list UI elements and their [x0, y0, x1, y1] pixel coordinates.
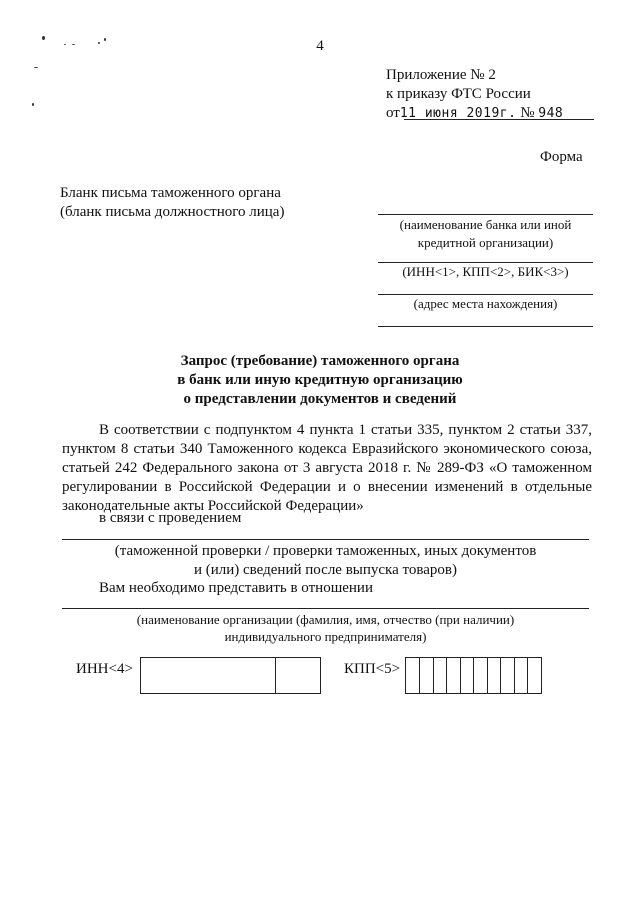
inspection-note-line1: (таможенной проверки / проверки таможенных, иных документов	[114, 543, 537, 559]
scan-speck	[98, 42, 100, 44]
kpp-cell-divider	[514, 658, 515, 693]
codes-note: (ИНН<1>, КПП<2>, БИК<3>)	[402, 264, 569, 279]
kpp-cell-divider	[527, 658, 528, 693]
inspection-line	[62, 539, 589, 540]
letterhead-line1: Бланк письма таможенного органа	[60, 185, 281, 201]
bank-name-line	[378, 214, 593, 215]
date-prefix: от	[386, 105, 400, 121]
scan-speck	[104, 38, 106, 41]
title-line2: в банк или иную кредитную организацию	[177, 372, 463, 388]
title-line3: о представлении документов и сведений	[183, 391, 457, 407]
title-line1: Запрос (требование) таможенного органа	[180, 353, 460, 369]
kpp-cell-divider	[446, 658, 447, 693]
number-sign: №	[520, 105, 535, 121]
kpp-label: КПП<5>	[344, 661, 401, 677]
scan-speck	[42, 36, 45, 40]
kpp-cell-divider	[487, 658, 488, 693]
kpp-cell-divider	[419, 658, 420, 693]
inn-field[interactable]	[140, 657, 321, 694]
inn-label: ИНН<4>	[76, 661, 133, 677]
address-bottom-line	[378, 326, 593, 327]
organization-line	[62, 608, 589, 609]
order-date: 11 июня 2019г.	[399, 106, 517, 121]
appendix-block	[386, 66, 563, 123]
appendix-order: к приказу ФТС России	[386, 86, 531, 102]
appendix-title: Приложение № 2	[386, 67, 496, 83]
scan-speck	[72, 44, 75, 45]
scan-speck	[64, 44, 66, 45]
provide-text: Вам необходимо представить в отношении	[99, 580, 373, 596]
inspection-note	[62, 542, 589, 580]
scan-speck	[34, 67, 38, 68]
letterhead-block	[60, 184, 284, 222]
kpp-cell-divider	[473, 658, 474, 693]
bank-name-note: (наименование банка или иной кредитной организации)	[399, 217, 572, 250]
inspection-note-line2: и (или) сведений после выпуска товаров)	[193, 562, 458, 578]
in-connection-text: в связи с проведением	[99, 510, 242, 526]
kpp-cell-divider	[500, 658, 501, 693]
scan-speck	[32, 103, 34, 106]
kpp-field[interactable]	[405, 657, 542, 694]
appendix-date-line	[386, 104, 563, 123]
kpp-cell-divider	[433, 658, 434, 693]
address-note: (адрес места нахождения)	[413, 296, 558, 311]
document-title	[60, 352, 580, 409]
order-number: 948	[538, 106, 564, 121]
date-underline	[404, 119, 594, 120]
page-number: 4	[316, 38, 324, 54]
legal-basis-paragraph	[62, 421, 592, 516]
organization-note: (наименование организации (фамилия, имя, отчество (при наличии) индивидуального предпринимателя)	[136, 612, 515, 644]
form-label: Форма	[540, 149, 583, 165]
inn-field-divider	[275, 658, 276, 693]
letterhead-line2: (бланк письма должностного лица)	[60, 204, 285, 220]
kpp-cell-divider	[460, 658, 461, 693]
legal-basis-text: В соответствии с подпунктом 4 пункта 1 статьи 335, пунктом 2 статьи 337, пунктом 8 статьи 340 Таможенного кодекса Евразийского экономического союза, статьей 242 Федерального закона от 3 августа 2018 г. № 289-ФЗ «О таможенном регулировании в Российской Федерации и о внесении изменений в отдельные законодательные акты Российской Федерации»	[62, 422, 592, 514]
